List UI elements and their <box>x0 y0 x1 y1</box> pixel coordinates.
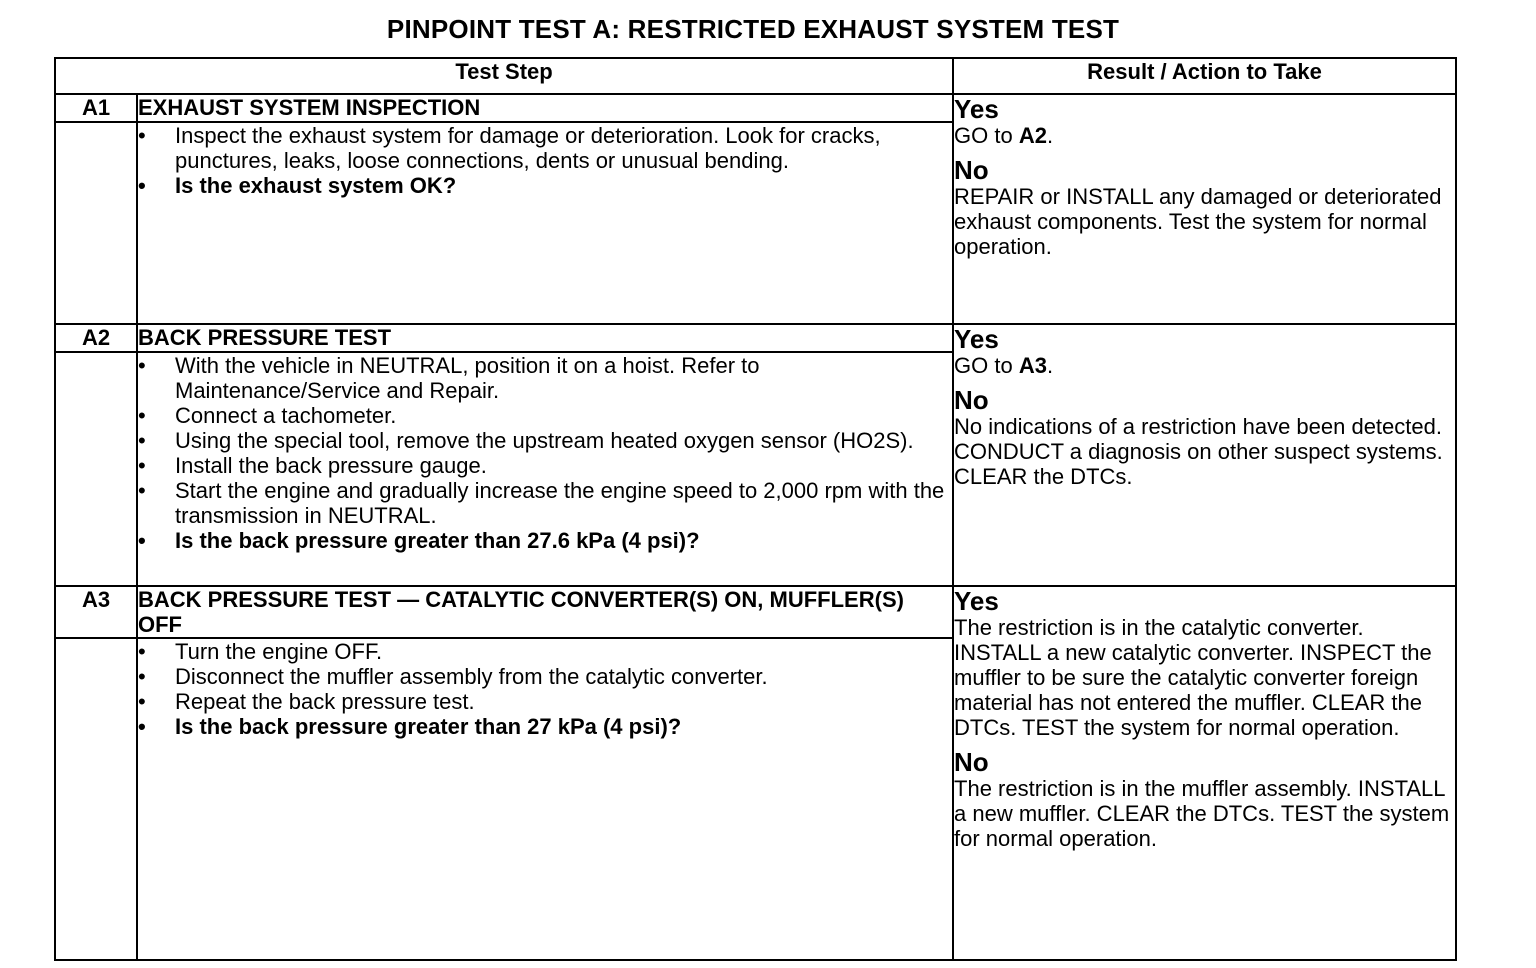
no-label: No <box>954 385 989 415</box>
yes-label: Yes <box>954 324 999 354</box>
instruction-item: • Start the engine and gradually increase the engine speed to 2,000 rpm with the transmission in NEUTRAL. <box>138 478 952 528</box>
step-question: • Is the back pressure greater than 27 kPa (4 psi)? <box>138 714 952 739</box>
instruction-item: • With the vehicle in NEUTRAL, position it on a hoist. Refer to Maintenance/Service and Repair. <box>138 353 952 403</box>
no-label: No <box>954 155 989 185</box>
step-a2-instructions <box>137 352 953 586</box>
yes-label: Yes <box>954 94 999 124</box>
instruction-list <box>138 353 952 553</box>
instruction-item: • Install the back pressure gauge. <box>138 453 952 478</box>
instruction-item: • Connect a tachometer. <box>138 403 952 428</box>
step-a1-title-row <box>55 94 1456 122</box>
instruction-item: • Turn the engine OFF. <box>138 639 952 664</box>
yes-action: The restriction is in the catalytic converter. INSTALL a new catalytic converter. INSPECT the muffler to be sure the catalytic converter foreign material has not entered the muffler. CLEAR the DTCs. TEST the system for normal operation. <box>954 615 1432 740</box>
header-result: Result / Action to Take <box>953 58 1456 94</box>
step-question: • Is the exhaust system OK? <box>138 173 952 198</box>
header-test-step: Test Step <box>55 58 953 94</box>
yes-action-prefix: GO to <box>954 353 1019 378</box>
step-a3-instructions <box>137 638 953 960</box>
step-id-spacer <box>55 352 137 586</box>
yes-action-suffix: . <box>1046 353 1054 378</box>
step-id-spacer <box>55 122 137 324</box>
yes-action <box>954 123 1455 148</box>
no-action: REPAIR or INSTALL any damaged or deteriorated exhaust components. Test the system for normal operation. <box>954 184 1442 259</box>
step-question: • Is the back pressure greater than 27.6 kPa (4 psi)? <box>138 528 952 553</box>
step-id-spacer <box>55 638 137 960</box>
step-a2-result <box>953 324 1456 586</box>
instruction-list <box>138 639 952 739</box>
yes-action-suffix: . <box>1046 123 1054 148</box>
step-id: A1 <box>55 94 137 122</box>
yes-action <box>954 353 1455 378</box>
instruction-item: • Repeat the back pressure test. <box>138 689 952 714</box>
page-title: PINPOINT TEST A: RESTRICTED EXHAUST SYSTEM TEST <box>386 14 1120 44</box>
step-a1-result <box>953 94 1456 324</box>
step-id: A3 <box>55 586 137 638</box>
step-title: BACK PRESSURE TEST <box>137 324 953 352</box>
step-title: EXHAUST SYSTEM INSPECTION <box>137 94 953 122</box>
step-id: A2 <box>55 324 137 352</box>
instruction-item: • Using the special tool, remove the upstream heated oxygen sensor (HO2S). <box>138 428 952 453</box>
yes-target-step: A3 <box>1018 353 1047 378</box>
instruction-item: • Disconnect the muffler assembly from the catalytic converter. <box>138 664 952 689</box>
step-a1-instructions <box>137 122 953 324</box>
table-header-row <box>55 58 1456 94</box>
instruction-item: • Inspect the exhaust system for damage or deterioration. Look for cracks, punctures, leaks, loose connections, dents or unusual bending. <box>138 123 952 173</box>
step-a3-result <box>953 586 1456 960</box>
step-a2-title-row <box>55 324 1456 352</box>
yes-label: Yes <box>954 586 999 616</box>
pinpoint-test-table <box>54 57 1457 961</box>
no-label: No <box>954 747 989 777</box>
step-a3-title-row <box>55 586 1456 638</box>
yes-target-step: A2 <box>1018 123 1047 148</box>
yes-action-prefix: GO to <box>954 123 1019 148</box>
no-action: No indications of a restriction have been detected. CONDUCT a diagnosis on other suspect systems. CLEAR the DTCs. <box>954 414 1443 489</box>
instruction-list <box>138 123 952 198</box>
no-action: The restriction is in the muffler assembly. INSTALL a new muffler. CLEAR the DTCs. TEST the system for normal operation. <box>954 776 1450 851</box>
step-title: BACK PRESSURE TEST — CATALYTIC CONVERTER(S) ON, MUFFLER(S) OFF <box>137 586 953 638</box>
